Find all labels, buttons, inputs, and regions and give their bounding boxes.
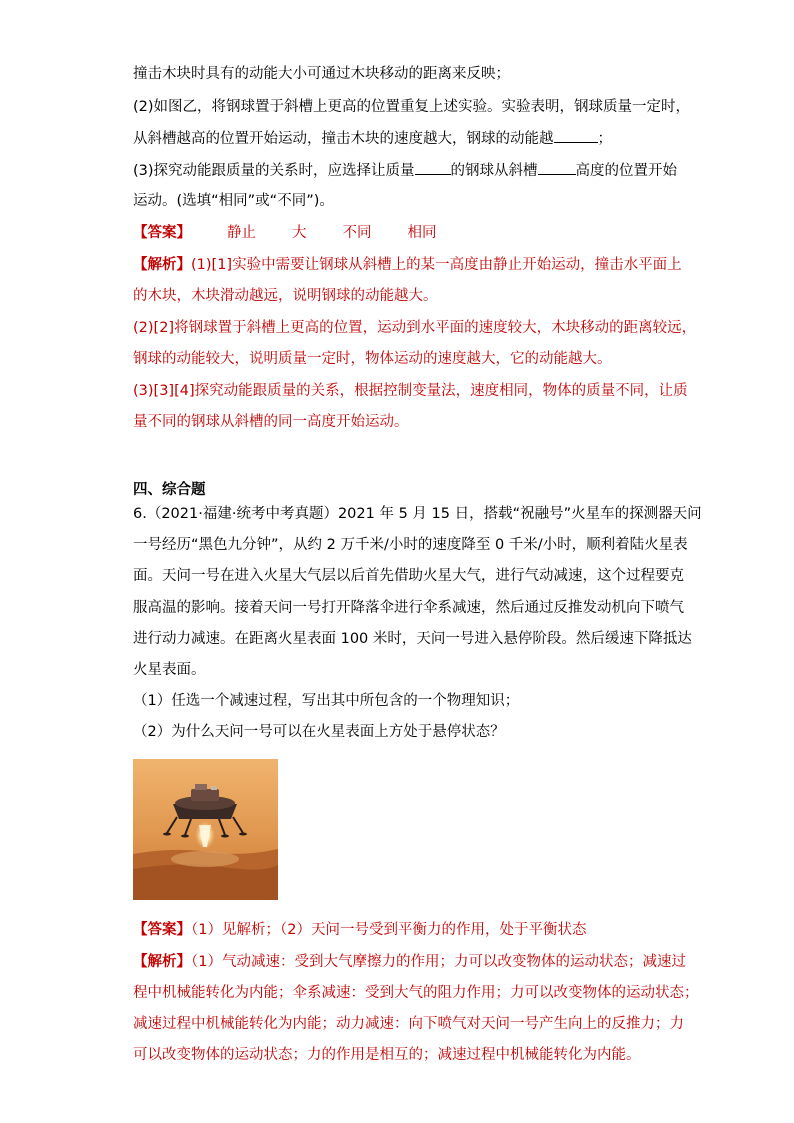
analysis-line: 减速过程中机械能转化为内能；动力减速：向下喷气对天问一号产生向上的反推力；力 bbox=[133, 1016, 684, 1032]
answer-blank bbox=[538, 160, 576, 175]
question-6-line: 一号经历“黑色九分钟”，从约 2 万千米/小时的速度降至 0 千米/小时，顺利着陆火星表 bbox=[133, 537, 688, 553]
question-3-line: 运动。(选填“相同”或“不同”)。 bbox=[133, 193, 334, 209]
analysis-label: 【解析】 bbox=[133, 954, 191, 970]
question-text: (3)探究动能跟质量的关系时，应选择让质量 bbox=[133, 163, 415, 179]
question-text: 从斜槽越高的位置开始运动，撞击木块的速度越大，钢球的动能越 bbox=[133, 131, 554, 147]
analysis-text: (1)[1]实验中需要让钢球从斜槽上的某一高度由静止开始运动，撞击水平面上 bbox=[191, 257, 682, 273]
answer-item: 静止 bbox=[227, 225, 256, 241]
analysis-line: 的木块，木块滑动越远，说明钢球的动能越大。 bbox=[133, 288, 438, 304]
question-text: ； bbox=[597, 131, 612, 147]
question-text: 高度的位置开始 bbox=[575, 163, 678, 179]
answer-line bbox=[133, 920, 586, 940]
section-title: 四、综合题 bbox=[133, 482, 206, 498]
question-6-line: 服高温的影响。接着天问一号打开降落伞进行伞系减速，然后通过反推发动机向下喷气 bbox=[133, 600, 684, 616]
sub-question-2: （2）为什么天问一号可以在火星表面上方处于悬停状态？ bbox=[133, 724, 505, 740]
mars-lander-photo bbox=[133, 759, 278, 900]
question-6-line: 进行动力减速。在距离火星表面 100 米时，天问一号进入悬停阶段。然后缓速下降抵达 bbox=[133, 631, 692, 647]
question-6-line: 火星表面。 bbox=[133, 662, 206, 678]
analysis-line: (3)[3][4]探究动能跟质量的关系，根据控制变量法，速度相同，物体的质量不同，让质 bbox=[133, 383, 688, 399]
answer-item: 相同 bbox=[407, 225, 437, 241]
answer-item: 不同 bbox=[342, 225, 372, 241]
answer-blank bbox=[554, 128, 598, 143]
analysis-line: 程中机械能转化为内能；伞系减速：受到大气的阻力作用；力可以改变物体的运动状态； bbox=[133, 985, 699, 1001]
analysis-line: 量不同的钢球从斜槽的同一高度开始运动。 bbox=[133, 414, 409, 430]
answer-text: （1）见解析；（2）天问一号受到平衡力的作用，处于平衡状态 bbox=[191, 922, 587, 938]
text-line: 撞击木块时具有的动能大小可通过木块移动的距离来反映； bbox=[133, 66, 510, 82]
analysis-line: (2)[2]将钢球置于斜槽上更高的位置，运动到水平面的速度较大，木块移动的距离较远， bbox=[133, 320, 697, 336]
answer-blank bbox=[415, 160, 451, 175]
question-3-line bbox=[133, 160, 677, 181]
analysis-line bbox=[133, 952, 686, 972]
question-6-line: 面。天问一号在进入火星大气层以后首先借助火星大气，进行气动减速，这个过程要克 bbox=[133, 568, 684, 584]
question-text: 的钢球从斜槽 bbox=[450, 163, 538, 179]
analysis-label: 【解析】 bbox=[133, 257, 191, 273]
question-6-line: 6.（2021·福建·统考中考真题）2021 年 5 月 15 日，搭载“祝融号”火星车的探测器天问 bbox=[133, 506, 702, 522]
analysis-line: 钢球的动能较大，说明质量一定时，物体运动的速度越大，它的动能越大。 bbox=[133, 351, 612, 367]
analysis-text: （1）气动减速：受到大气摩擦力的作用；力可以改变物体的运动状态；减速过 bbox=[191, 954, 686, 970]
answer-line bbox=[133, 223, 437, 243]
answer-label: 【答案】 bbox=[133, 922, 191, 938]
question-2-line bbox=[133, 128, 612, 149]
question-2-line: (2)如图乙，将钢球置于斜槽上更高的位置重复上述实验。实验表明，钢球质量一定时， bbox=[133, 99, 691, 115]
sub-question-1: （1）任选一个减速过程，写出其中所包含的一个物理知识； bbox=[133, 693, 520, 709]
answer-item: 大 bbox=[292, 225, 307, 241]
answer-label: 【答案】 bbox=[133, 225, 191, 241]
analysis-line bbox=[133, 255, 682, 275]
analysis-line: 可以改变物体的运动状态；力的作用是相互的；减速过程中机械能转化为内能。 bbox=[133, 1047, 641, 1063]
